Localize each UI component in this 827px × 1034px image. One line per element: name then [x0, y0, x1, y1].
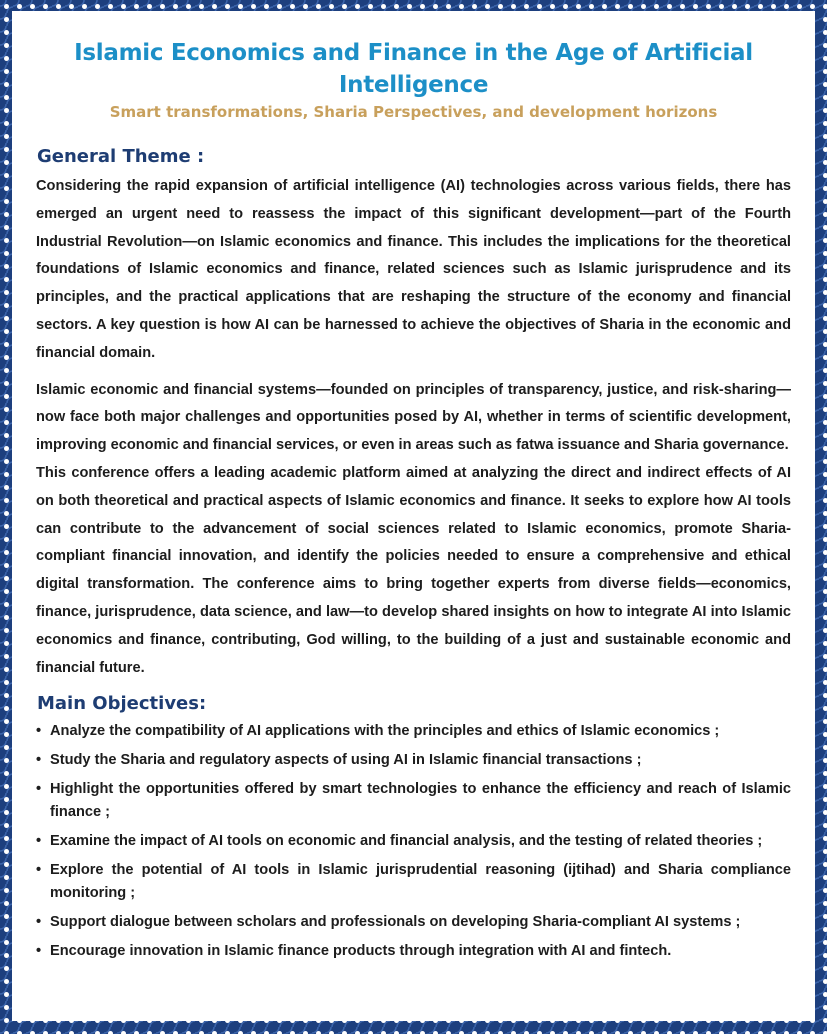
- document-title: Islamic Economics and Finance in the Age of Artificial Intelligence: [74, 40, 753, 98]
- objective-text: Highlight the opportunities offered by smart technologies to enhance the efficiency and reach of Islamic finance ;: [50, 781, 791, 821]
- objectives-list: [36, 720, 791, 963]
- objective-text: Examine the impact of AI tools on economic and financial analysis, and the testing of related theories ;: [50, 833, 763, 850]
- document-subtitle: Smart transformations, Sharia Perspectives, and development horizons: [109, 103, 718, 121]
- theme-paragraph-2: Islamic economic and financial systems—founded on principles of transparency, justice, and risk-sharing—now face both major challenges and opportunities posed by AI, whether in terms of scientific development, improving economic and financial services, or even in areas such as fatwa issuance and Sharia governance.: [36, 381, 791, 454]
- general-theme-heading: General Theme :: [37, 146, 205, 167]
- objective-item-1: [36, 720, 791, 743]
- bullet-icon: •: [36, 833, 42, 850]
- objective-text: Analyze the compatibility of AI applications with the principles and ethics of Islamic economics ;: [50, 723, 720, 740]
- objective-text: Encourage innovation in Islamic finance products through integration with AI and fintech.: [50, 943, 672, 960]
- theme-paragraph-3: This conference offers a leading academic platform aimed at analyzing the direct and indirect effects of AI on both theoretical and practical aspects of Islamic economics and finance. It seeks to explore how AI tools can contribute to the advancement of social sciences related to Islamic economics, promote Sharia-compliant financial innovation, and identify the policies needed to ensure a comprehensive and ethical digital transformation. The conference aims to bring together experts from diverse fields—economics, finance, jurisprudence, data science, and law—to develop shared insights on how to integrate AI into Islamic economics and finance, contributing, God willing, to the building of a just and sustainable economic and financial future.: [36, 464, 791, 676]
- objective-item-5: [36, 859, 791, 905]
- main-objectives-heading: Main Objectives:: [37, 693, 207, 715]
- bullet-icon: •: [36, 723, 42, 740]
- bullet-icon: •: [36, 781, 42, 798]
- objective-text: Explore the potential of AI tools in Islamic jurisprudential reasoning (ijtihad) and Sharia compliance monitoring ;: [50, 862, 791, 902]
- objective-text: Study the Sharia and regulatory aspects of using AI in Islamic financial transactions ;: [50, 752, 642, 769]
- objective-text: Support dialogue between scholars and professionals on developing Sharia-compliant AI systems ;: [50, 914, 741, 931]
- theme-paragraph-1: Considering the rapid expansion of artificial intelligence (AI) technologies across various fields, there has emerged an urgent need to reassess the impact of this significant development—part of the Fourth Industrial Revolution—on Islamic economics and finance. This includes the implications for the theoretical foundations of Islamic economics and finance, related sciences such as Islamic jurisprudence and its principles, and the practical applications that are reshaping the structure of the economy and financial sectors. A key question is how AI can be harnessed to achieve the objectives of Sharia in the economic and financial domain.: [36, 178, 791, 361]
- bullet-icon: •: [36, 862, 42, 879]
- objective-item-7: [36, 940, 791, 963]
- objective-item-4: [36, 830, 791, 853]
- objective-item-2: [36, 749, 791, 772]
- objective-item-6: [36, 911, 791, 934]
- objective-item-3: [36, 778, 791, 824]
- bullet-icon: •: [36, 914, 42, 931]
- document-sheet: [12, 11, 815, 1021]
- bullet-icon: •: [36, 752, 42, 769]
- bullet-icon: •: [36, 943, 42, 960]
